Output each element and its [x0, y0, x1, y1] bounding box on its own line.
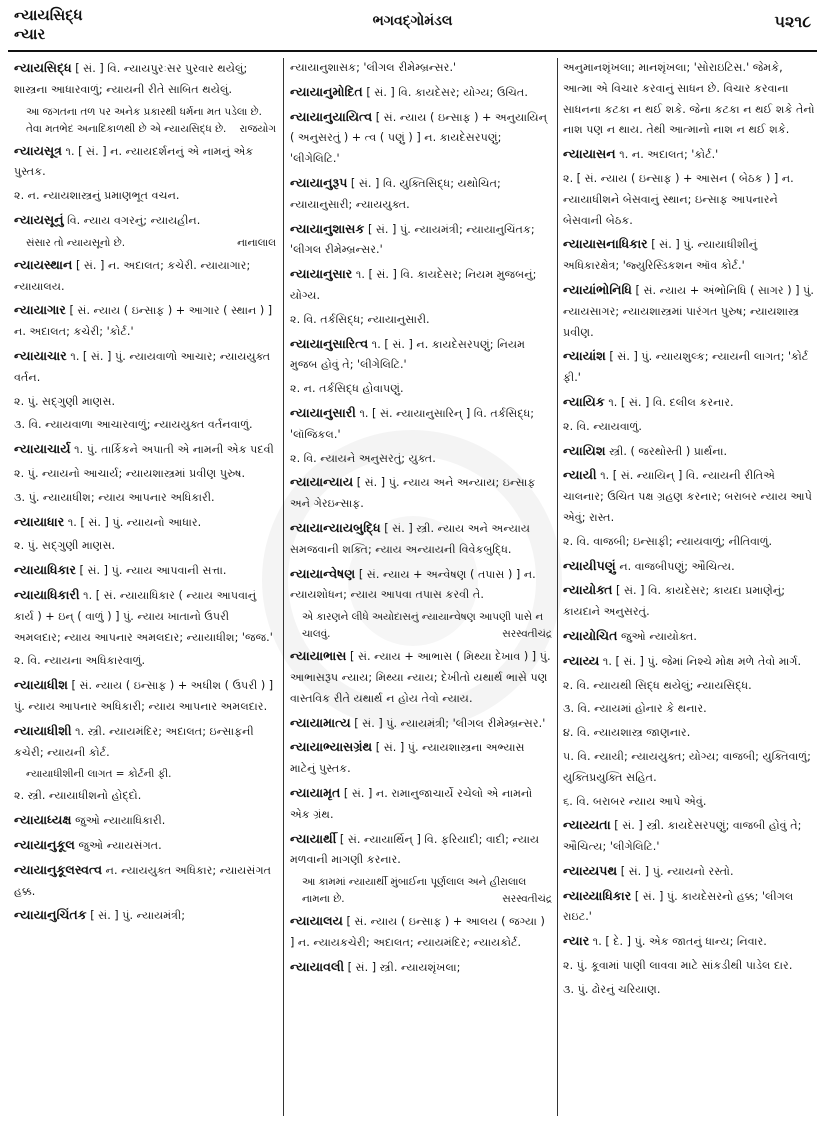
- entry-sense: [14, 464, 276, 485]
- definition-text: [ સં. ] ન. અદાલત; કચેરી. ન્યાયાગાર; ન્યાયાલય.: [14, 258, 251, 293]
- definition-text: [ સં. ] ન. રામાનુજાચાર્યે રચેલો એ નામનો એક ગ્રંથ.: [290, 786, 533, 821]
- headword: ન્યાયાન્વેષણ: [290, 565, 356, 581]
- entry-sense: [563, 956, 815, 977]
- dictionary-entry: [290, 713, 552, 735]
- definition-text: ૨. પું. કૂવામાં પાણી લાવવા માટે સાંકડીથી પાડેલ દાર.: [563, 959, 793, 973]
- headword: ન્યાયાભ્યાસગ્રંથ: [290, 739, 373, 755]
- headword: ન્યાયાધીશ: [14, 677, 68, 693]
- dictionary-entry: [563, 886, 815, 929]
- definition-text: ૬. વિ. બરાબર ન્યાય આપે એવું.: [563, 794, 707, 808]
- definition-text: ૧. [ સં. ન્યાયાધિકાર ( ન્યાય આપવાનું કાર્ય ) + ઇન્ ( વાળું ) ] પું. ન્યાય ખાતાનો ઉપરી અમલદાર; ન્યાય આપનાર અમલદાર; ન્યાયાધીશ; 'જજ.': [14, 588, 273, 644]
- definition-text: સ્ત્રી. ( જરથોસ્તી ) પ્રાર્થના.: [605, 444, 727, 458]
- entry-sense: [290, 58, 552, 79]
- headword: ન્યાયાધીશી: [14, 722, 72, 738]
- dictionary-entry: [14, 905, 276, 927]
- headword: ન્યાયી: [563, 467, 597, 483]
- definition-text: [ સં. ન્યાય ( ઇન્સાફ ) + અધીશ ( ઉપરી ) ] પું. ન્યાય આપનાર અધિકારી; ન્યાય આપનાર અમલદાર.: [14, 679, 274, 713]
- definition-text: ૧. [ સં. ] વિ. દલીલ કરનાર.: [604, 395, 734, 409]
- definition-text: ૨. ન. ન્યાયશાસ્ત્રનું પ્રમાણભૂત વચન.: [14, 189, 180, 203]
- headword: ન્યાય્યાધિકાર: [563, 887, 632, 903]
- definition-text: [ સં. ] પું. ન્યાયશુલ્ક; ન્યાયની લાગત; 'કોર્ટ ફી.': [563, 350, 809, 385]
- book-title: ભગવદ્ગોમંડલ: [372, 13, 453, 29]
- headword: ન્યાય્યપથ: [563, 862, 618, 878]
- dictionary-entry: [290, 957, 552, 979]
- headword: ન્યાયાધિકાર: [14, 562, 76, 578]
- definition-text: [ સં. ] પું. ન્યાયમંત્રી; 'લીગલ રીમેમ્બ્રન્સર.': [350, 716, 546, 730]
- definition-text: [ સં. ] પું. ન્યાય આપવાની સત્તા.: [76, 564, 227, 578]
- headword: ન્યાયસૂનું: [14, 211, 64, 227]
- definition-text: ૧. [ સં. ] પું. ન્યાયવાળો આચાર; ન્યાયયુક્ત વર્તન.: [14, 349, 271, 384]
- dictionary-entry: [563, 144, 815, 166]
- entry-sense: [563, 169, 815, 231]
- definition-text: [ સં. ન્યાય + આભાસ ( મિથ્યા દેખાવ ) ] પું. આભાસરૂપ ન્યાય; મિથ્યા ન્યાય; દેખીતો યથાર્થ ભાસે પણ વાસ્તવિક રીતે યથાર્થ ન હોય તેવો ન્યાય.: [290, 650, 551, 705]
- citation: [302, 609, 552, 643]
- headword: ન્યાયાગાર: [14, 302, 66, 318]
- citation-text: ન્યાયાધીશીની લાગત = કોર્ટની ફી.: [26, 768, 172, 781]
- dictionary-entry: [563, 441, 815, 463]
- definition-text: [ સં. ન્યાયાર્થિન્ ] વિ. ફરિયાદી; વાદી; ન્યાય મળવાની માગણી કરનાર.: [290, 832, 540, 867]
- header-rule: [8, 50, 817, 52]
- entry-sense: [14, 392, 276, 413]
- citation-source: રાજયોગ: [239, 122, 276, 135]
- entry-sense: [290, 379, 552, 400]
- definition-text: ૧. [ સં. ] ન. ન્યાયદર્શનનું એ નામનું એક પુસ્તક.: [14, 144, 254, 179]
- definition-text: ૨. પું. સદ્ગુણી માણસ.: [14, 394, 116, 408]
- dictionary-entry: [290, 334, 552, 377]
- definition-text: ૧. [ દે. ] પું. એક જાતનું ધાન્ય; નિવાર.: [589, 935, 767, 949]
- headword: ન્યાયાધિકારી: [14, 586, 80, 602]
- definition-text: [ સં. ] પું. કાયદેસરનો હક્ક; 'લીગલ રાઇટ.': [563, 889, 794, 924]
- definition-text: [ સં. ] પું. ન્યાય અને અન્યાય; ઇન્સાફ અને ગેરઇન્સાફ.: [290, 476, 536, 511]
- dictionary-entry: [290, 783, 552, 826]
- entry-sense: [563, 58, 815, 141]
- headword: ન્યાયસ્થાન: [14, 256, 73, 272]
- headword: ન્યાયોચિત: [563, 627, 618, 643]
- definition-text: [ સં. ] વિ. યુક્તિસિદ્ધ; યથોચિત; ન્યાયાનુસારી; ન્યાયયુક્ત.: [290, 176, 501, 211]
- citation-text: આ કામમાં ન્યાયાર્થી મુંબાઈના પૂર્ણલાલ અને હીરાલાલ નામના છે.: [302, 876, 527, 906]
- headword: ન્યાયાચાર: [14, 347, 67, 363]
- definition-text: ૧. [ સં. ] પું. જેમાં નિશ્ચે મોક્ષ મળે તેવો માર્ગ.: [599, 654, 802, 668]
- entry-sense: [563, 723, 815, 744]
- dictionary-entry: [563, 651, 815, 673]
- headword: ન્યાયાભાસ: [290, 648, 347, 664]
- headword: ન્યાર: [563, 933, 590, 949]
- headword: ન્યાયાનુકૂલ: [14, 836, 75, 852]
- citation: [302, 874, 552, 908]
- definition-text: ૧. પું. તાર્કિકને અપાતી એ નામની એક પદવી: [70, 443, 274, 457]
- definition-text: ૩. વિ. ન્યાયવાળા આચારવાળું; ન્યાયયુક્ત વર્તનવાળું.: [14, 418, 253, 432]
- dictionary-entry: [290, 564, 552, 607]
- headword: ન્યાય્ય: [563, 652, 600, 668]
- definition-text: ૩. પું. ન્યાયાધીશ; ન્યાય આપનાર અધિકારી.: [14, 490, 215, 504]
- citation-source: સરસ્વતીચંદ્ર: [502, 893, 552, 906]
- dictionary-entry: [14, 860, 276, 903]
- definition-text: ૧. [ સં. ] વિ. કાયદેસર; નિયમ મુજબનું; યોગ્ય.: [290, 268, 537, 302]
- dictionary-entry: [14, 560, 276, 582]
- column-divider: [557, 58, 558, 1116]
- headword: ન્યાયામૃત: [290, 784, 341, 800]
- column-2: [290, 58, 552, 1118]
- headword: ન્યાયાનુસારિત્વ: [290, 335, 369, 351]
- dictionary-entry: [290, 82, 552, 104]
- definition-text: જુઓ ન્યાયોક્ત.: [617, 629, 697, 643]
- definition-text: [ સં. ] વિ. કાયદેસર; કાયદા પ્રમાણેનું; કાયદાને અનુસરતું.: [563, 584, 785, 619]
- definition-text: [ સં. ] પું. ન્યાયશાસ્ત્રના અભ્યાસ માટેનું પુસ્તક.: [290, 741, 525, 776]
- dictionary-entry: [14, 255, 276, 298]
- dictionary-entry: [14, 141, 276, 184]
- dictionary-entry: [563, 580, 815, 623]
- entry-sense: [14, 186, 276, 207]
- definition-text: [ સં. ] પું. ન્યાયમંત્રી;: [86, 909, 186, 923]
- dictionary-entry: [14, 210, 276, 232]
- dictionary-entry: [14, 585, 276, 648]
- dictionary-entry: [14, 512, 276, 534]
- definition-text: ૨. પું. સદ્ગુણી માણસ.: [14, 539, 116, 553]
- entry-sense: [14, 536, 276, 557]
- definition-text: ૧. [ સં. ] પું. ન્યાયનો આધાર.: [64, 515, 202, 529]
- entry-sense: [563, 699, 815, 720]
- definition-text: જુઓ ન્યાયાધિકારી.: [71, 814, 166, 828]
- entry-sense: [290, 310, 552, 331]
- definition-text: ૨. સ્ત્રી. ન્યાયાધીશનો હોદ્દો.: [14, 789, 142, 803]
- definition-text: [ સં. ] પું. ન્યાયનો રસ્તો.: [617, 864, 734, 878]
- definition-text: ન. વાજબીપણું; ઔચિત્ય.: [615, 559, 735, 573]
- entry-sense: [563, 792, 815, 813]
- entry-sense: [563, 747, 815, 789]
- page-number: ૫૨૧૮: [774, 12, 811, 31]
- dictionary-entry: [14, 810, 276, 832]
- headword: ન્યાયાર્થી: [290, 830, 337, 846]
- dictionary-entry: [563, 556, 815, 578]
- headword: ન્યાયાલય: [290, 913, 343, 929]
- definition-text: [ સં. ] પું. ન્યાયમંત્રી; ન્યાયાનુચિંતક; 'લીગલ રીમેમ્બ્રન્સર.': [290, 222, 535, 257]
- definition-text: ૨. વિ. ન્યાયવાળું.: [563, 419, 642, 433]
- entry-sense: [563, 676, 815, 697]
- dictionary-entry: [563, 931, 815, 953]
- dictionary-entry: [290, 472, 552, 515]
- entry-sense: [563, 980, 815, 1001]
- dictionary-entry: [14, 721, 276, 764]
- entry-sense: [563, 532, 815, 553]
- headword: ન્યાયાંશ: [563, 348, 606, 364]
- headword: ન્યાયાનુયાયિત્વ: [290, 108, 373, 124]
- headword: ન્યાયસૂત્ર: [14, 142, 62, 158]
- headword: ન્યાયીપણું: [563, 557, 616, 573]
- dictionary-entry: [14, 675, 276, 718]
- definition-text: ૩. વિ. ન્યાયમાં હોનાર કે થનાર.: [563, 702, 707, 716]
- definition-text: જુઓ ન્યાયસંગત.: [74, 838, 162, 852]
- definition-text: ૪. વિ. ન્યાયશાસ્ત્ર જાણનાર.: [563, 726, 691, 740]
- column-1: [14, 58, 276, 1118]
- headword: ન્યાયસિદ્ધ: [14, 60, 72, 75]
- definition-text: વિ. ન્યાય વગરનું; ન્યાયહીન.: [63, 213, 201, 227]
- definition-text: ૨. વિ. ન્યાયને અનુસરતું; યુક્ત.: [290, 451, 436, 465]
- citation: [26, 104, 276, 138]
- dictionary-entry: [14, 58, 276, 101]
- headword: ન્યાયાનુકૂલસ્વત્વ: [14, 861, 103, 877]
- definition-text: ૨. [ સં. ન્યાય ( ઇન્સાફ ) + આસન ( બેઠક ) ] ન. ન્યાયાધીશને બેસવાનું સ્થાન; ઇન્સાફ આપનારને બેસવાની બેઠક.: [563, 171, 794, 227]
- headword: ન્યાયામાત્ય: [290, 714, 351, 730]
- dictionary-entry: [563, 346, 815, 389]
- headword: ન્યાયિશ: [563, 442, 606, 458]
- column-divider: [283, 58, 284, 1116]
- headword: ન્યાયિક: [563, 393, 605, 409]
- headword: ન્યાયાસનાધિકાર: [563, 236, 648, 252]
- entry-sense: [14, 488, 276, 509]
- dictionary-entry: [290, 518, 552, 561]
- headword: ન્યાયાનુચિંતક: [14, 907, 87, 923]
- definition-text: [ સં. ] સ્ત્રી. ન્યાયશૃંખલા;: [344, 960, 461, 974]
- dictionary-entry: [290, 173, 552, 216]
- dictionary-entry: [290, 264, 552, 307]
- definition-text: ૨. પું. ન્યાયનો આચાર્ય; ન્યાયશાસ્ત્રમાં પ્રવીણ પુરુષ.: [14, 466, 246, 480]
- headword: ન્યાયાન્યાયબુદ્ધિ: [290, 519, 381, 535]
- entry-sense: [563, 417, 815, 438]
- citation-text: આ જગતના તળ પર અનેક પ્રકારથી ધર્મના મત પડેલા છે. તેવા મતભેદ અનાદિકાળથી છે એ ન્યાયસિદ્ધ છે.: [26, 105, 262, 135]
- headword: ન્યાયાનુમોદિત: [290, 83, 363, 99]
- citation: [26, 766, 276, 783]
- citation-source: સરસ્વતીચંદ્ર: [502, 628, 552, 641]
- definition-text: ૨. વિ. ન્યાયના અધિકારવાળું.: [14, 654, 146, 668]
- definition-text: ૩. પું. ઢોરનું ચરિયાણ.: [563, 982, 661, 996]
- definition-text: [ સં. ] વિ. કાયદેસર; યોગ્ય; ઉચિત.: [362, 85, 528, 99]
- dictionary-entry: [290, 646, 552, 709]
- definition-text: ૧. ન. અદાલત; 'કોર્ટ.': [615, 148, 719, 162]
- headword: ન્યાયાનુશાસક: [290, 220, 365, 236]
- definition-text: ન. ન્યાયયુક્ત અધિકાર; ન્યાયસંગત હક્ક.: [14, 863, 272, 898]
- citation: [26, 235, 276, 252]
- entry-sense: [14, 651, 276, 672]
- citation-text: એ કારણને લીધે અયોદાસનું ન્યાયાન્વેષણ આપણી પાસે ન ચાલવું.: [302, 611, 544, 641]
- headword: ન્યાયોક્ત: [563, 582, 613, 598]
- definition-text: [ સં. ન્યાય ( ઇન્સાફ ) + આલય ( જગ્યા ) ] ન. ન્યાયકચેરી; અદાલત; ન્યાયમંદિર; ન્યાયકોર્ટ.: [290, 915, 545, 949]
- headword: ન્યાયાચાર્ય: [14, 441, 71, 457]
- headword: ન્યાયાધાર: [14, 513, 65, 529]
- entry-sense: [14, 415, 276, 436]
- entry-sense: [290, 449, 552, 470]
- dictionary-entry: [563, 280, 815, 343]
- definition-text: ૨. વિ. તર્કસિદ્ધ; ન્યાયાનુસારી.: [290, 312, 430, 326]
- dictionary-entry: [290, 737, 552, 780]
- citation-text: સંસાર તો ન્યાયસૂનો છે.: [26, 236, 126, 249]
- definition-text: [ સં. ન્યાય ( ઇન્સાફ ) + અનુયાયિન્ ( અનુસરતું ) + ત્વ ( પણું ) ] ન. કાયદેસરપણું; 'લીગેલિટિ.': [290, 110, 548, 166]
- dictionary-entry: [563, 626, 815, 648]
- dictionary-entry: [563, 861, 815, 883]
- dictionary-entry: [290, 107, 552, 170]
- definition-text: [ સં. ન્યાય + અન્વેષણ ( તપાસ ) ] ન. ન્યાયશોધન; ન્યાય આપવા તપાસ કરવી તે.: [290, 567, 536, 602]
- dictionary-entry: [563, 465, 815, 528]
- dictionary-entry: [563, 815, 815, 858]
- dictionary-entry: [563, 234, 815, 277]
- dictionary-entry: [290, 219, 552, 262]
- definition-text: અનુમાનશૃંખલા; માનશૃંખલા; 'સોરાઇટિસ.' જેમકે, આત્મા એ વિચાર કરવાનું સાધન છે. વિચાર કરવાના સાધનના કટકા ન થઈ શકે. જેના કટકા ન થઈ શકે તેનો નાશ પણ ન થાય. તેથી આત્માનો નાશ ન થઈ શકે.: [563, 61, 815, 137]
- definition-text: [ સં. ન્યાય + અંભોનિધિ ( સાગર ) ] પું. ન્યાયસાગર; ન્યાયશાસ્ત્રમાં પારંગત પુરુષ; ન્યાયશાસ્ત્ર પ્રવીણ.: [563, 283, 814, 339]
- headword: ન્યાયાવલી: [290, 958, 345, 974]
- definition-text: ૧. સ્ત્રી. ન્યાયમંદિર; અદાલત; ઇન્સાફની કચેરી; ન્યાયની કોર્ટ.: [14, 724, 254, 759]
- headword: ન્યાય્યતા: [563, 817, 611, 833]
- dictionary-entry: [290, 403, 552, 446]
- definition-text: ૨. વિ. વાજબી; ઇન્સાફી; ન્યાયવાળું; નીતિવાળું.: [563, 534, 773, 548]
- headword: ન્યાયાનુસાર: [290, 266, 353, 282]
- headword: ન્યાયાધ્યક્ષ: [14, 812, 72, 828]
- definition-text: [ સં. ન્યાય ( ઇન્સાફ ) + આગાર ( સ્થાન ) ] ન. અદાલત; કચેરી; 'કોર્ટ.': [14, 304, 273, 339]
- definition-text: ન્યાયાનુશાસક; 'લીગલ રીમેમ્બ્રન્સર.': [290, 61, 457, 74]
- definition-text: ૫. વિ. ન્યાયી; ન્યાયયુક્ત; યોગ્ય; વાજબી; યુક્તિવાળું; યુક્તિપ્રયુક્તિ સહિત.: [563, 749, 811, 784]
- citation-source: નાનાલાલ: [237, 236, 276, 249]
- definition-text: [ સં. ] સ્ત્રી. ન્યાય અને અન્યાય સમજવાની શક્તિ; ન્યાય અન્યાયની વિવેકબુદ્ધિ.: [290, 521, 531, 556]
- headword: ન્યાયાંભોનિધિ: [563, 281, 632, 297]
- definition-text: [ સં. ] વિ. ન્યાયપુરઃસર પુરવાર થયેલું; શાસ્ત્રના આધારવાળું; ન્યાયની રીતે સાબિત થયેલું.: [14, 62, 248, 96]
- headword: ન્યાયાસન: [563, 146, 616, 162]
- headword: ન્યાયાન્યાય: [290, 474, 354, 490]
- first-headword: ન્યાયસિદ્ધ: [14, 6, 83, 24]
- definition-text: [ સં. ] પું. ન્યાયાધીશીનું અધિકારક્ષેત્ર; 'જ્યુરિસ્ડિકશન ઑવ કોર્ટ.': [563, 238, 758, 273]
- definition-text: ૧. [ સં. ન્યાયિન્ ] વિ. ન્યાયની રીતિએ ચાલનાર; ઉચિત પક્ષ ગ્રહણ કરનાર; બરાબર ન્યાય આપે એવું; રાસ્ત.: [563, 469, 813, 524]
- dictionary-entry: [563, 392, 815, 414]
- entry-sense: [14, 786, 276, 807]
- dictionary-entry: [14, 835, 276, 857]
- headword: ન્યાયાનુસારી: [290, 404, 356, 420]
- definition-text: ૨. ન. તર્કસિદ્ધ હોવાપણું.: [290, 382, 404, 396]
- definition-text: ૨. વિ. ન્યાયથી સિદ્ધ થયેલું; ન્યાયસિદ્ધ.: [563, 678, 752, 692]
- dictionary-entry: [290, 911, 552, 954]
- definition-text: ૧. [ સં. ] ન. કાયદેસરપણું; નિયમ મુજબ હોવું તે; 'લીગેલિટિ.': [290, 337, 526, 372]
- last-headword: ન્યાર: [14, 25, 46, 43]
- dictionary-entry: [14, 300, 276, 343]
- dictionary-entry: [14, 346, 276, 389]
- definition-text: ૧. [ સં. ન્યાયાનુસારિન્ ] વિ. તર્કસિદ્ધ; 'લૉજિકલ.': [290, 406, 535, 441]
- definition-text: [ સં. ] સ્ત્રી. કાયદેસરપણું; વાજબી હોવું તે; ઔચિત્ય; 'લીગેલિટિ.': [563, 819, 802, 854]
- dictionary-entry: [290, 829, 552, 872]
- headword: ન્યાયાનુરૂપ: [290, 174, 348, 190]
- column-3: [563, 58, 815, 1118]
- dictionary-entry: [14, 439, 276, 461]
